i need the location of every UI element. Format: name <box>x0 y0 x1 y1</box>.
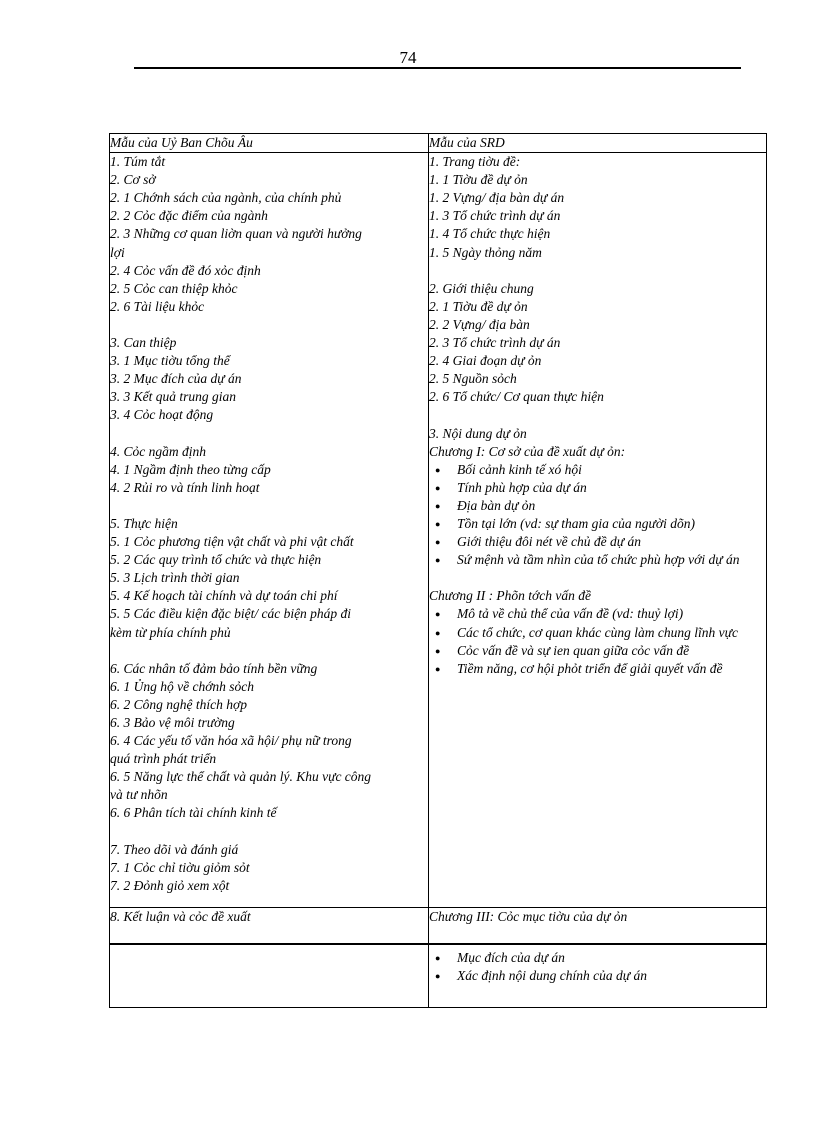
bullet-item: ● Tiềm năng, cơ hội phỏt triển để giải quyết vấn đề <box>429 660 766 678</box>
outline-line: 4. Cỏc ngầm định <box>110 443 206 459</box>
chapter-2-bullet-list <box>429 605 766 677</box>
outline-line: 4. 2 Rủi ro và tính linh hoạt <box>110 479 260 495</box>
outline-line: 7. 1 Cỏc chỉ tiờu giỏm sỏt <box>110 859 250 875</box>
outline-line: 6. Các nhân tố đảm bảo tính bền vững <box>110 660 318 676</box>
left-column-header: Mẫu của Uỷ Ban Chõu Âu <box>110 134 429 153</box>
outline-line: 2. 5 Cỏc can thiệp khỏc <box>110 280 238 296</box>
outline-line: 5. Thực hiện <box>110 515 178 531</box>
outline-line: 6. 5 Năng lực thể chất và quản lý. Khu vực công <box>110 769 372 785</box>
outline-line: 2. 3 Tổ chức trình dự án <box>429 335 561 351</box>
outline-line: 6. 3 Bảo vệ môi trường <box>110 715 235 730</box>
outline-line: 7. 2 Đỏnh giỏ xem xột <box>110 877 230 893</box>
bullet-item: ● Xác định nội dung chính của dự án <box>429 967 766 985</box>
spacer <box>110 823 428 841</box>
page-number: 74 <box>399 48 417 67</box>
spacer <box>429 406 766 424</box>
bullet-item: ● Cỏc vấn đề và sự ien quan giữa cỏc vấn đề <box>429 642 766 660</box>
outline-line: 1. 4 Tổ chức thực hiện <box>429 226 551 242</box>
outline-line: 3. Can thiệp <box>110 335 177 351</box>
outline-line: 6. 6 Phân tích tài chính kinh tế <box>110 805 277 821</box>
outline-line: 2. Giới thiệu chung <box>429 280 534 296</box>
table-conclusion-row <box>110 908 767 945</box>
outline-line: 6. 4 Các yếu tố văn hóa xã hội/ phụ nữ trong <box>110 733 352 749</box>
outline-line: 3. Nội dung dự ỏn <box>429 425 527 441</box>
outline-line: 2. 3 Những cơ quan liờn quan và người hưởng <box>110 226 362 242</box>
outline-line: 3. 3 Kết quả trung gian <box>110 389 237 405</box>
left-outline <box>110 153 428 895</box>
comparison-table <box>109 133 767 1008</box>
outline-line: 3. 2 Mục đích của dự án <box>110 371 242 387</box>
spacer <box>429 569 766 587</box>
bullet-item: ● Các tổ chức, cơ quan khác cùng làm chung lĩnh vực <box>429 624 766 642</box>
outline-line: 2. 1 Tiờu đề dự ỏn <box>429 298 528 314</box>
outline-line: 2. 2 Cỏc đặc điểm của ngành <box>110 208 268 224</box>
bullet-item: ● Tính phù hợp của dự án <box>429 479 766 497</box>
bullet-item: ● Giới thiệu đôi nét về chủ đề dự án <box>429 533 766 551</box>
spacer <box>110 497 428 515</box>
outline-line: 4. 1 Ngầm định theo từng cấp <box>110 461 271 477</box>
outline-line: 1. 3 Tổ chức trình dự án <box>429 208 561 224</box>
right-main-cell <box>429 153 767 908</box>
chapter-3-bullet-list <box>429 949 766 985</box>
outline-line: 1. Trang tiờu đề: <box>429 154 521 170</box>
spacer <box>110 642 428 660</box>
outline-line: 1. 2 Vựng/ địa bàn dự án <box>429 190 565 206</box>
outline-line: 2. 4 Cỏc vấn đề đó xỏc định <box>110 262 261 278</box>
outline-line: quá trình phát triển <box>110 751 217 767</box>
chapter-3-cell <box>429 944 767 1008</box>
bullet-item: ● Bối cảnh kinh tế xó hội <box>429 461 766 479</box>
chapter-2-heading: Chương II : Phõn tớch vấn đề <box>429 588 591 604</box>
outline-line: 2. Cơ sở <box>110 172 156 188</box>
outline-line: 2. 6 Tài liệu khỏc <box>110 298 205 314</box>
header-rule <box>134 67 741 69</box>
outline-line: 2. 5 Nguồn sỏch <box>429 371 517 387</box>
chapter-3-heading: Chương III: Cỏc mục tiờu của dự ỏn <box>429 908 767 945</box>
outline-line: 5. 4 Kế hoạch tài chính và dự toán chi phí <box>110 588 338 604</box>
left-main-cell <box>110 153 429 908</box>
outline-line: 5. 3 Lịch trình thời gian <box>110 570 240 586</box>
bullet-item: ● Địa bàn dự ỏn <box>429 497 766 515</box>
table-last-row <box>110 944 767 1008</box>
table-header-row <box>110 134 767 153</box>
bullet-item: ● Mô tả về chủ thể của vấn đề (vd: thuỷ lợi) <box>429 605 766 623</box>
outline-line: 2. 4 Giai đoạn dự ỏn <box>429 353 542 369</box>
outline-line: 5. 5 Các điều kiện đặc biệt/ các biện pháp đi <box>110 606 352 622</box>
right-outline <box>429 153 766 461</box>
outline-line: 1. 5 Ngày thỏng năm <box>429 244 542 260</box>
outline-line: và tư nhõn <box>110 787 168 803</box>
outline-line: Chương I: Cơ sở của đề xuất dự ỏn: <box>429 443 626 459</box>
spacer <box>429 262 766 280</box>
outline-line: 1. Túm tắt <box>110 154 166 170</box>
outline-line: 6. 1 Ủng hộ về chớnh sỏch <box>110 678 255 694</box>
outline-line: 6. 2 Công nghệ thích hợp <box>110 696 247 712</box>
outline-line: 3. 4 Cỏc hoạt động <box>110 407 214 423</box>
outline-line: 3. 1 Mục tiờu tổng thể <box>110 353 230 369</box>
right-column-header: Mẫu của SRD <box>429 134 767 153</box>
bullet-item: ● Sứ mệnh và tầm nhìn của tổ chức phù hợp với dự án <box>429 551 766 569</box>
outline-line: 2. 2 Vựng/ địa bàn <box>429 316 530 332</box>
bullet-item: ● Tồn tại lớn (vd: sự tham gia của người dõn) <box>429 515 766 533</box>
spacer <box>110 316 428 334</box>
conclusion-cell: 8. Kết luận và cỏc đề xuất <box>110 908 429 945</box>
table-main-row <box>110 153 767 908</box>
outline-line: 2. 6 Tổ chức/ Cơ quan thực hiện <box>429 389 604 405</box>
outline-line: 5. 2 Các quy trình tổ chức và thực hiện <box>110 552 322 568</box>
bullet-item: ● Mục đích của dự án <box>429 949 766 967</box>
outline-line: kèm từ phía chính phủ <box>110 624 231 640</box>
outline-line: 7. Theo dõi và đánh giá <box>110 841 239 857</box>
outline-line: 5. 1 Cỏc phương tiện vật chất và phi vật chất <box>110 534 354 550</box>
chapter-1-bullet-list <box>429 461 766 570</box>
outline-line: 2. 1 Chớnh sách của ngành, của chính phủ <box>110 190 342 206</box>
outline-line: 1. 1 Tiờu đề dự ỏn <box>429 172 528 188</box>
spacer <box>110 425 428 443</box>
empty-cell <box>110 944 429 1008</box>
outline-line: lợi <box>110 244 125 260</box>
